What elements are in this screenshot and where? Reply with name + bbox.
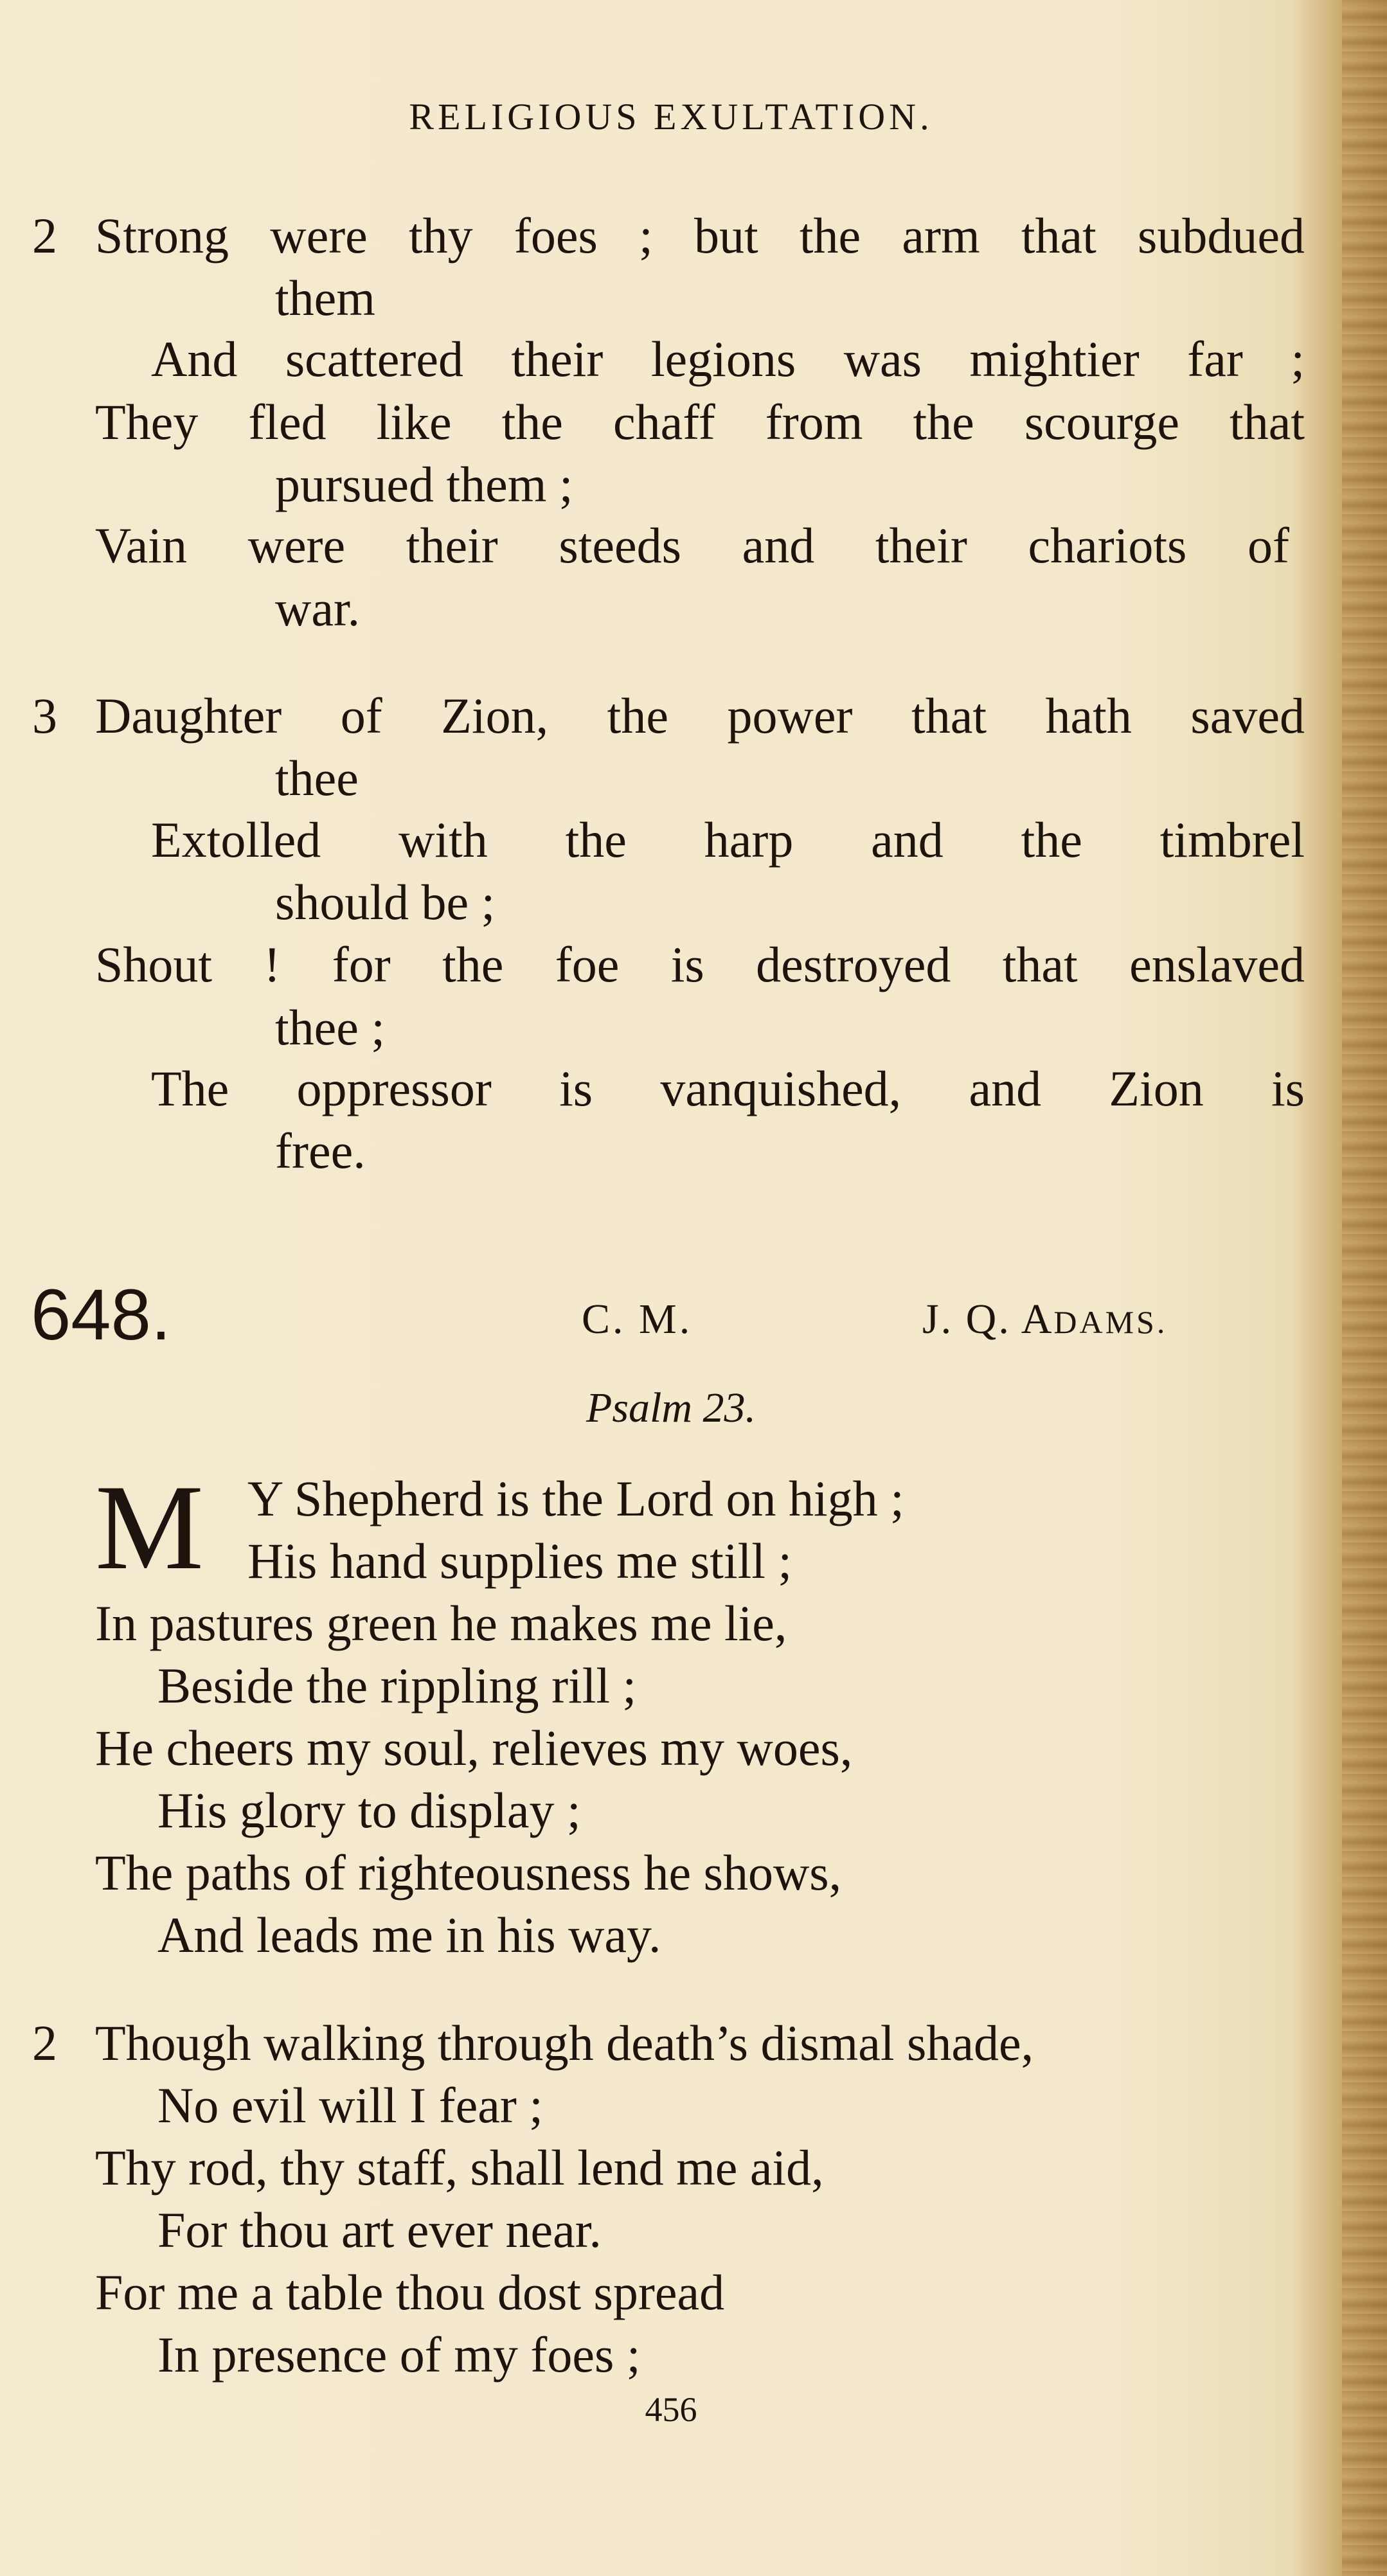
author-initials: J. Q. A <box>922 1296 1054 1343</box>
stanza-number: 2 <box>32 2015 57 2071</box>
hymn-number: 648. <box>31 1275 171 1355</box>
verse-line: His hand supplies me still ; <box>247 1533 792 1589</box>
page-edge <box>1342 0 1387 2576</box>
verse-line: them <box>275 270 375 326</box>
verse-line: Daughter of Zion, the power that hath saved <box>95 688 1305 744</box>
verse-line: And scattered their legions was mightier far ; <box>151 331 1305 387</box>
verse-line: war. <box>275 580 361 636</box>
verse-line: pursued them ; <box>275 456 573 512</box>
verse-line: For me a table thou dost spread <box>95 2264 725 2320</box>
verse-line: He cheers my soul, relieves my woes, <box>95 1720 853 1776</box>
verse-line: Vain were their steeds and their chariots of <box>95 517 1289 573</box>
author-surname-rest: DAMS. <box>1053 1304 1168 1340</box>
verse-line: The oppressor is vanquished, and Zion is <box>151 1060 1305 1116</box>
verse-line: free. <box>275 1123 366 1179</box>
page-number: 456 <box>645 2390 697 2429</box>
verse-line: Y Shepherd is the Lord on high ; <box>247 1471 904 1526</box>
verse-line: should be ; <box>275 874 496 930</box>
verse-line: His glory to display ; <box>157 1782 581 1838</box>
drop-cap: M <box>95 1460 204 1595</box>
subtitle-text: Psalm 23. <box>586 1384 756 1431</box>
stanza-number: 2 <box>32 208 57 264</box>
verse-line: thee <box>275 750 359 806</box>
verse-line: They fled like the chaff from the scourge that <box>95 394 1305 450</box>
verse-line: For thou art ever near. <box>157 2202 602 2258</box>
running-header: RELIGIOUS EXULTATION. <box>409 96 933 138</box>
hymn-meter: C. M. <box>582 1296 693 1343</box>
verse-line: No evil will I fear ; <box>157 2077 543 2133</box>
verse-line: Shout ! for the foe is destroyed that enslaved <box>95 936 1305 992</box>
hymn-author <box>922 1298 1167 1341</box>
verse-line: In pastures green he makes me lie, <box>95 1595 787 1651</box>
stanza-number: 3 <box>32 688 57 744</box>
verse-line: And leads me in his way. <box>157 1907 661 1963</box>
verse-line: Strong were thy foes ; but the arm that subdued <box>95 208 1305 264</box>
verse-line: thee ; <box>275 999 386 1055</box>
hymn-subtitle <box>0 1384 1387 1431</box>
verse-line: Thy rod, thy staff, shall lend me aid, <box>95 2140 824 2196</box>
verse-line: Though walking through death’s dismal shade, <box>95 2015 1034 2071</box>
verse-line: Beside the rippling rill ; <box>157 1658 637 1713</box>
verse-line: In presence of my foes ; <box>157 2327 641 2383</box>
verse-line: Extolled with the harp and the timbrel <box>151 812 1305 868</box>
verse-line: The paths of righteousness he shows, <box>95 1845 842 1901</box>
